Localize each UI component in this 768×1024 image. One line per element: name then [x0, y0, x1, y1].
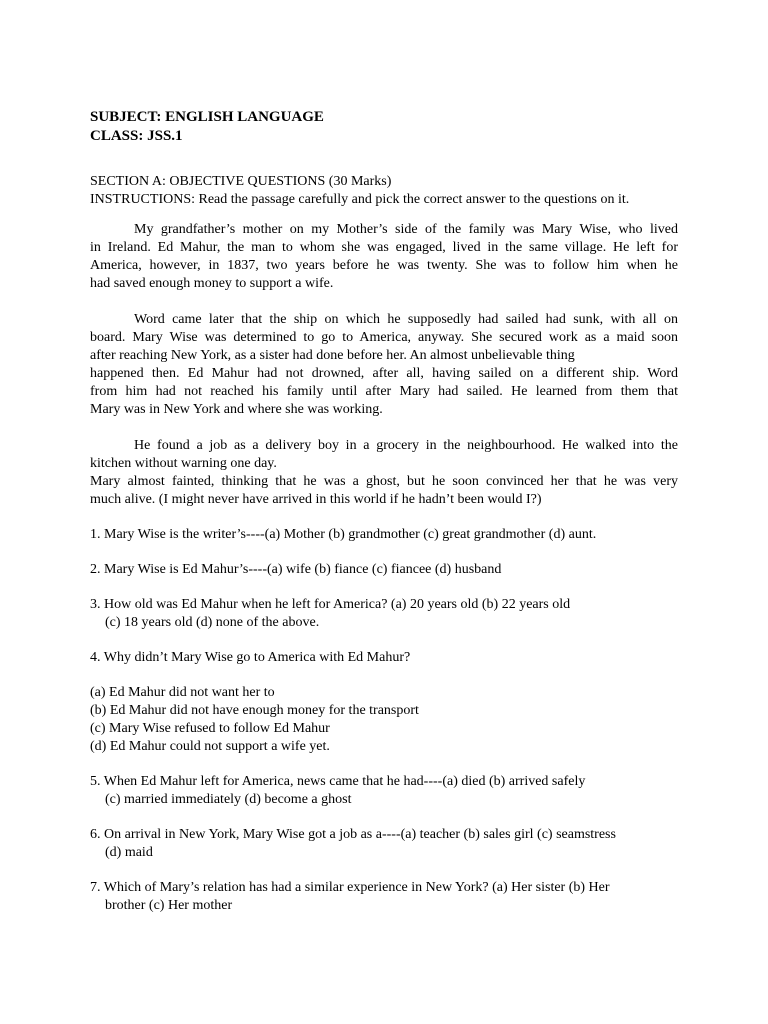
option-c: (c) Mary Wise refused to follow Ed Mahur: [90, 721, 330, 736]
instructions: INSTRUCTIONS: Read the passage carefully and pick the correct answer to the questions on it.: [90, 192, 630, 207]
passage-line: much alive. (I might never have arrived in this world if he hadn’t been would I?): [90, 492, 542, 507]
question-4: [90, 649, 678, 667]
section-title: SECTION A: OBJECTIVE QUESTIONS (30 Marks): [90, 174, 392, 189]
passage-line: Mary was in New York and where she was working.: [90, 402, 383, 417]
question-text: 5. When Ed Mahur left for America, news came that he had----(a) died (b) arrived safely: [90, 774, 586, 789]
passage-line: in Ireland. Ed Mahur, the man to whom she was engaged, lived in the same village. He left for: [90, 240, 678, 255]
question-5: [90, 773, 678, 809]
passage-line: after reaching New York, as a sister had done before her. An almost unbelievable thing: [90, 348, 575, 363]
exam-document: [90, 108, 678, 915]
question-3: [90, 596, 678, 632]
passage-line: from him had not reached his family until after Mary had sailed. He learned from them that: [90, 384, 678, 399]
question-text: 1. Mary Wise is the writer’s----(a) Mother (b) grandmother (c) great grandmother (d) aunt.: [90, 527, 597, 542]
question-2: [90, 561, 678, 579]
question-7: [90, 879, 678, 915]
passage-paragraph-3: [90, 437, 678, 509]
passage-line: America, however, in 1837, two years before he was twenty. She was to follow him when he: [90, 258, 678, 273]
subject-heading: SUBJECT: ENGLISH LANGUAGE: [90, 109, 324, 125]
question-text: 2. Mary Wise is Ed Mahur’s----(a) wife (b) fiance (c) fiancee (d) husband: [90, 562, 502, 577]
question-text-continued: (d) maid: [105, 845, 153, 860]
question-4-options: [90, 684, 678, 756]
passage-paragraph-1: [90, 221, 678, 293]
passage-line: He found a job as a delivery boy in a grocery in the neighbourhood. He walked into the: [134, 438, 678, 453]
question-text-continued: brother (c) Her mother: [105, 898, 233, 913]
section-block: [90, 173, 678, 209]
question-text: 6. On arrival in New York, Mary Wise got a job as a----(a) teacher (b) sales girl (c) seamstress: [90, 827, 616, 842]
passage-line: Mary almost fainted, thinking that he was a ghost, but he soon convinced her that he was very: [90, 474, 678, 489]
question-text-continued: (c) married immediately (d) become a ghost: [105, 792, 352, 807]
passage-line: had saved enough money to support a wife.: [90, 276, 334, 291]
option-b: (b) Ed Mahur did not have enough money for the transport: [90, 703, 419, 718]
passage-paragraph-2: [90, 311, 678, 419]
question-text-continued: (c) 18 years old (d) none of the above.: [105, 615, 320, 630]
option-a: (a) Ed Mahur did not want her to: [90, 685, 275, 700]
passage-line: Word came later that the ship on which he supposedly had sailed had sunk, with all on: [134, 312, 678, 327]
question-text: 3. How old was Ed Mahur when he left for America? (a) 20 years old (b) 22 years old: [90, 597, 571, 612]
passage-line: board. Mary Wise was determined to go to America, anyway. She secured work as a maid soon: [90, 330, 678, 345]
passage-line: My grandfather’s mother on my Mother’s side of the family was Mary Wise, who lived: [134, 222, 678, 237]
passage-line: happened then. Ed Mahur had not drowned, after all, having sailed on a different ship. Word: [90, 366, 678, 381]
passage-line: kitchen without warning one day.: [90, 456, 277, 471]
option-d: (d) Ed Mahur could not support a wife yet.: [90, 739, 330, 754]
question-text: 4. Why didn’t Mary Wise go to America with Ed Mahur?: [90, 650, 411, 665]
class-heading: CLASS: JSS.1: [90, 128, 183, 144]
question-6: [90, 826, 678, 862]
question-1: [90, 526, 678, 544]
question-text: 7. Which of Mary’s relation has had a similar experience in New York? (a) Her sister (b) Her: [90, 880, 610, 895]
